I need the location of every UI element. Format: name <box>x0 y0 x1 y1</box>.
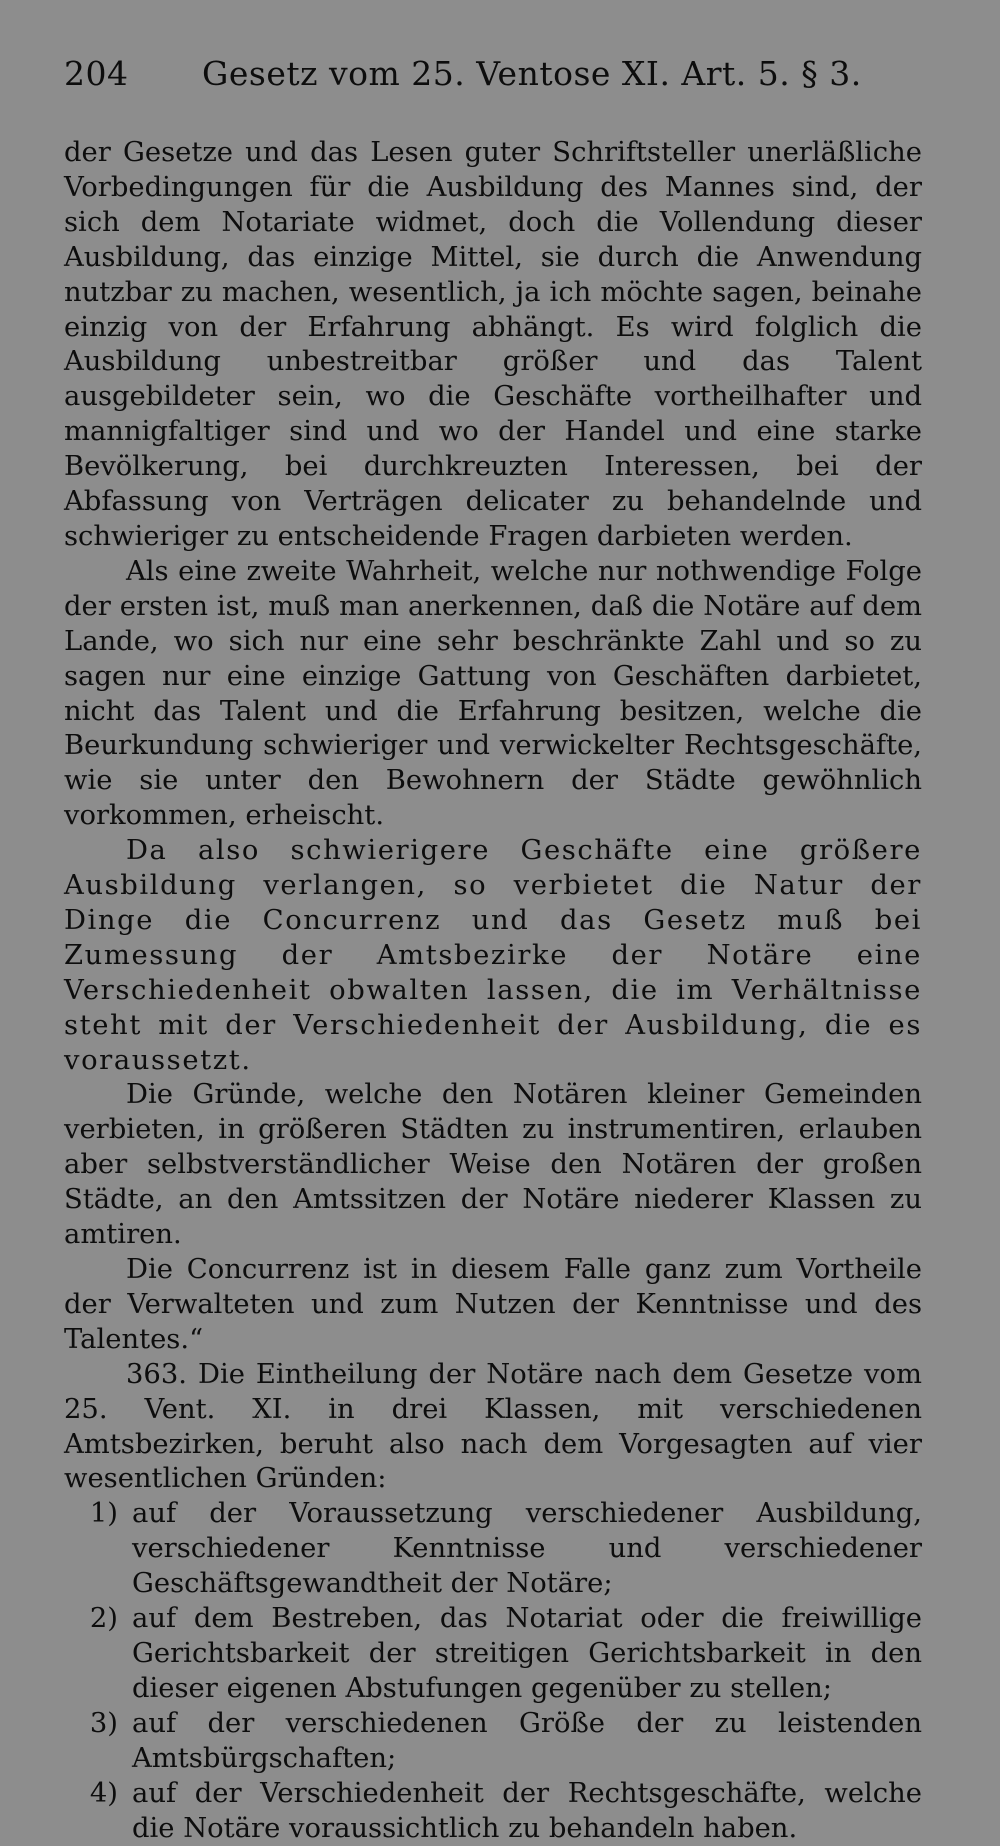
paragraph-concurrence: Da also schwierigere Geschäfte eine größere Ausbildung verlangen, so verbietet die Natur der Dinge die Concurrenz und das Gesetz muß bei Zumessung der Amtsbezirke der Notäre eine Verschiedenheit obwalten lassen, die im Verhältnisse steht mit der Verschiedenheit der Ausbildung, die es voraussetzt. <box>64 835 922 1076</box>
list-item <box>64 1707 922 1777</box>
list-item-number: 1) <box>89 1498 118 1530</box>
book-page <box>64 54 922 1844</box>
list-item <box>64 1777 922 1846</box>
list-item <box>64 1497 922 1602</box>
list-item-text: auf der verschiedenen Größe der zu leistenden Amtsbürgschaften; <box>132 1707 922 1774</box>
grounds-list <box>64 1497 922 1846</box>
list-item-number: 2) <box>89 1603 118 1635</box>
paragraph-continued: der Gesetze und das Lesen guter Schriftsteller unerläßliche Vorbedingungen für die Ausbildung des Mannes sind, der sich dem Notariate widmet, doch die Vollendung dieser Ausbildung, das einzige Mittel, sie durch die Anwendung nutzbar zu machen, wesentlich, ja ich möchte sagen, beinahe einzig von der Erfahrung abhängt. Es wird folglich die Ausbildung unbestreitbar größer und das Talent ausgebildeter sein, wo die Geschäfte vortheilhafter und mannigfaltiger sind und wo der Handel und eine starke Bevölkerung, bei durchkreuzten Interessen, bei der Abfassung von Verträgen delicater zu behandelnde und schwieriger zu entscheidende Fragen darbieten werden. <box>64 137 922 552</box>
page-number: 204 <box>64 54 129 93</box>
list-item-number: 4) <box>89 1777 118 1809</box>
list-item-text: auf dem Bestreben, das Notariat oder die freiwillige Gerichtsbarkeit der streitigen Gerichtsbarkeit in den dieser eigenen Abstufungen gegenüber zu stellen; <box>132 1603 922 1704</box>
list-item <box>64 1602 922 1707</box>
list-item-number: 3) <box>89 1707 118 1739</box>
list-item-text: auf der Verschiedenheit der Rechtsgeschäfte, welche die Notäre voraussichtlich zu behandeln haben. <box>132 1777 922 1844</box>
paragraph-concurrence-benefit: Die Concurrenz ist in diesem Falle ganz zum Vortheile der Verwalteten und zum Nutzen der Kenntnisse und des Talentes.“ <box>64 1254 922 1355</box>
running-title: Gesetz vom 25. Ventose XI. Art. 5. § 3. <box>202 54 862 93</box>
list-item-text: auf der Voraussetzung verschiedener Ausbildung, verschiedener Kenntnisse und verschiedener Geschäftsgewandtheit der Notäre; <box>132 1498 922 1600</box>
paragraph-reasons: Die Gründe, welche den Notären kleiner Gemeinden verbieten, in größeren Städten zu instrumentiren, erlauben aber selbstverständlicher Weise den Notären der großen Städte, an den Amtssitzen der Notäre niederer Klassen zu amtiren. <box>64 1079 922 1251</box>
paragraph-second-truth: Als eine zweite Wahrheit, welche nur nothwendige Folge der ersten ist, muß man anerkennen, daß die Notäre auf dem Lande, wo sich nur eine sehr beschränkte Zahl und so zu sagen nur eine einzige Gattung von Geschäften darbietet, nicht das Talent und die Erfahrung besitzen, welche die Beurkundung schwieriger und verwickelter Rechtsgeschäfte, wie sie unter den Bewohnern der Städte gewöhnlich vorkommen, erheischt. <box>64 555 922 832</box>
page-header <box>64 54 922 114</box>
paragraph-section-363: 363. Die Eintheilung der Notäre nach dem Gesetze vom 25. Vent. XI. in drei Klassen, mit verschiedenen Amtsbezirken, beruht also nach dem Vorgesagten auf vier wesentlichen Gründen: <box>64 1358 922 1495</box>
